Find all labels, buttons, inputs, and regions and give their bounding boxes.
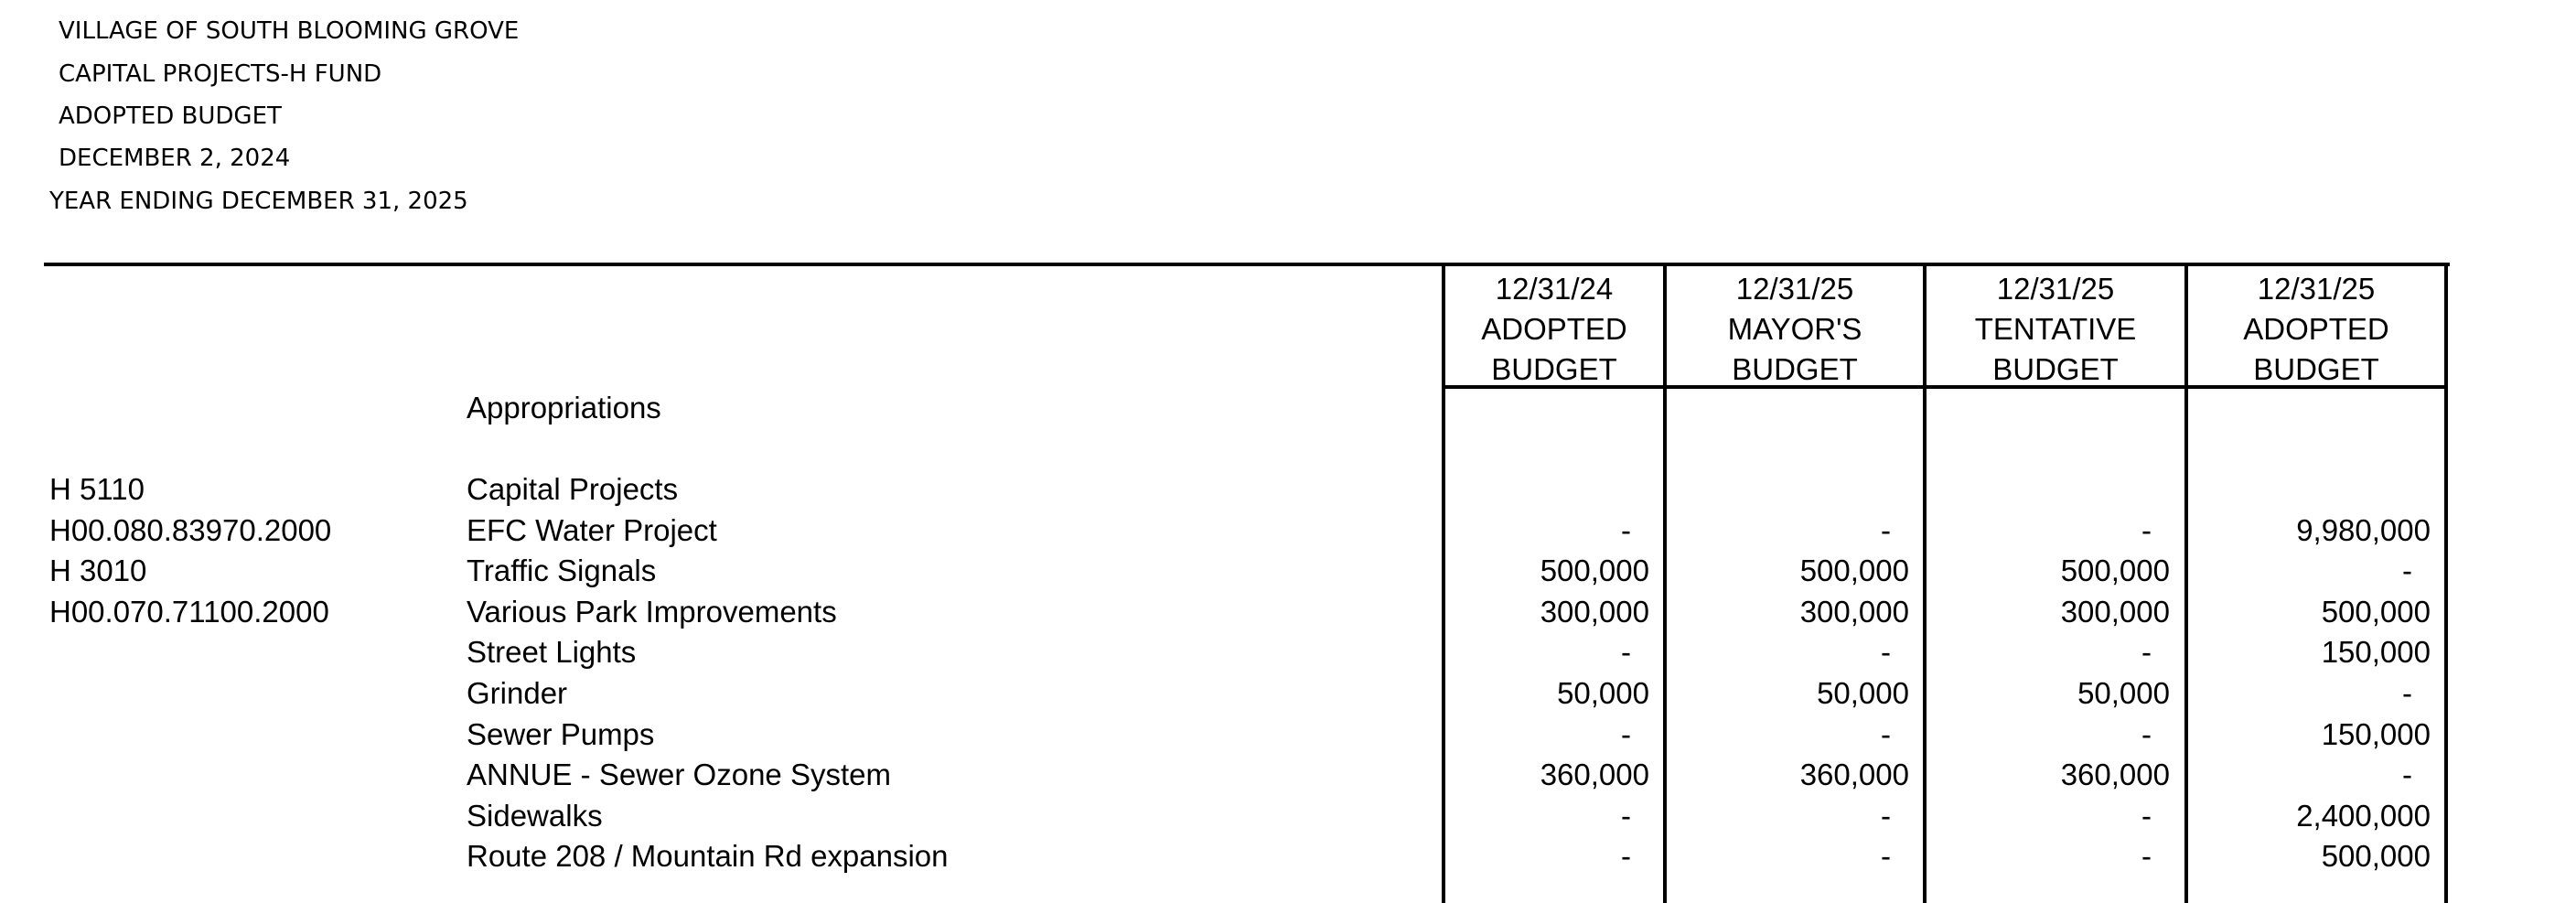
line-description: Various Park Improvements: [467, 594, 837, 629]
table-row: [0, 469, 2576, 511]
column-type: TENTATIVE: [1974, 312, 2137, 346]
value-2025-adopted: 2,400,000: [2296, 798, 2431, 833]
table-row: [0, 836, 2576, 877]
value-2025-mayors: 500,000: [1799, 554, 1909, 588]
table-row: [0, 551, 2576, 592]
line-description: Sewer Pumps: [467, 716, 655, 751]
budget-type: ADOPTED BUDGET: [59, 102, 282, 130]
value-2025-mayors: -: [1881, 839, 1891, 874]
account-code: H00.080.83970.2000: [49, 512, 332, 547]
value-2024-adopted: -: [1621, 716, 1631, 751]
line-description: Sidewalks: [467, 798, 603, 833]
account-code: H00.070.71100.2000: [49, 594, 329, 629]
value-2025-tentative: 50,000: [2077, 675, 2170, 710]
column-header-2025-mayors: [1667, 269, 1923, 386]
column-date: 12/31/25: [1996, 272, 2115, 306]
value-2025-adopted: 500,000: [2321, 839, 2431, 874]
account-code: H 3010: [49, 554, 147, 588]
column-header-2025-tentative: [1927, 269, 2184, 386]
village-name: VILLAGE OF SOUTH BLOOMING GROVE: [59, 17, 520, 45]
table-row: [0, 511, 2576, 552]
line-description: Grinder: [467, 675, 568, 710]
column-type: ADOPTED: [2243, 312, 2389, 346]
column-header-2024-adopted: [1445, 269, 1663, 386]
line-description: ANNUE - Sewer Ozone System: [467, 758, 891, 792]
column-header-2025-adopted: [2188, 269, 2444, 386]
value-2025-tentative: 300,000: [2060, 594, 2170, 629]
column-label: BUDGET: [1992, 352, 2119, 386]
value-2024-adopted: 500,000: [1540, 554, 1649, 588]
fund-name: CAPITAL PROJECTS-H FUND: [59, 60, 382, 88]
column-type: MAYOR'S: [1727, 312, 1862, 346]
value-2025-mayors: -: [1881, 635, 1891, 670]
budget-date: DECEMBER 2, 2024: [59, 145, 291, 172]
budget-table-body: [0, 469, 2576, 877]
fiscal-year: YEAR ENDING DECEMBER 31, 2025: [49, 188, 468, 215]
column-date: 12/31/25: [1735, 272, 1854, 306]
line-description: Capital Projects: [467, 472, 679, 506]
value-2025-adopted: -: [2402, 758, 2412, 792]
table-row: [0, 755, 2576, 796]
column-date: 12/31/24: [1495, 272, 1614, 306]
line-description: Traffic Signals: [467, 554, 657, 588]
column-type: ADOPTED: [1481, 312, 1627, 346]
line-description: Street Lights: [467, 635, 637, 670]
table-row: [0, 592, 2576, 633]
column-label: BUDGET: [1491, 352, 1617, 386]
value-2024-adopted: -: [1621, 839, 1631, 874]
value-2024-adopted: -: [1621, 798, 1631, 833]
value-2025-tentative: -: [2141, 798, 2152, 833]
value-2025-tentative: 360,000: [2060, 758, 2170, 792]
value-2025-adopted: -: [2402, 554, 2412, 588]
value-2025-adopted: 500,000: [2321, 594, 2431, 629]
value-2025-tentative: -: [2141, 635, 2152, 670]
value-2024-adopted: 50,000: [1557, 675, 1649, 710]
column-date: 12/31/25: [2257, 272, 2376, 306]
table-row: [0, 715, 2576, 756]
value-2025-adopted: 150,000: [2321, 635, 2431, 670]
table-row: [0, 796, 2576, 837]
value-2025-mayors: 300,000: [1799, 594, 1909, 629]
table-row: [0, 673, 2576, 715]
value-2025-tentative: -: [2141, 512, 2152, 547]
value-2025-tentative: 500,000: [2060, 554, 2170, 588]
value-2025-mayors: 50,000: [1817, 675, 1909, 710]
table-row: [0, 632, 2576, 673]
table-top-rule: [44, 263, 2450, 266]
value-2024-adopted: 360,000: [1540, 758, 1649, 792]
section-title: Appropriations: [467, 391, 661, 425]
value-2024-adopted: 300,000: [1540, 594, 1649, 629]
value-2025-adopted: -: [2402, 675, 2412, 710]
account-code: H 5110: [49, 472, 145, 506]
value-2024-adopted: -: [1621, 635, 1631, 670]
value-2025-adopted: 9,980,000: [2296, 512, 2431, 547]
line-description: EFC Water Project: [467, 512, 717, 547]
value-2025-mayors: -: [1881, 716, 1891, 751]
value-2025-tentative: -: [2141, 839, 2152, 874]
line-description: Route 208 / Mountain Rd expansion: [467, 839, 949, 874]
value-2025-adopted: 150,000: [2321, 716, 2431, 751]
column-label: BUDGET: [2253, 352, 2379, 386]
value-2025-mayors: -: [1881, 798, 1891, 833]
value-2025-mayors: -: [1881, 512, 1891, 547]
column-label: BUDGET: [1732, 352, 1858, 386]
value-2025-tentative: -: [2141, 716, 2152, 751]
value-2025-mayors: 360,000: [1799, 758, 1909, 792]
value-2024-adopted: -: [1621, 512, 1631, 547]
